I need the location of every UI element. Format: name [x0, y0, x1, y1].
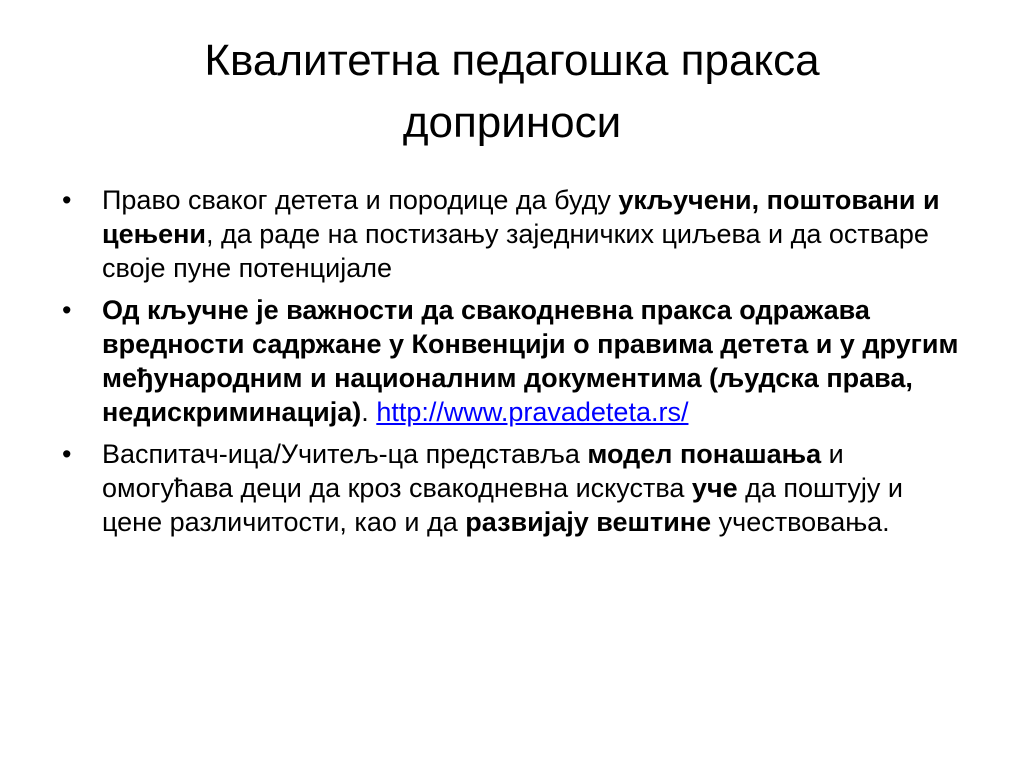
- bullet-text: Васпитач-ица/Учитељ-ца представља: [102, 439, 588, 469]
- bullet-item-3: [62, 437, 962, 539]
- bold-text: укључени, поштовани и цењени: [102, 185, 940, 249]
- bullet-text: да поштују и цене различитости, као и да: [102, 473, 903, 537]
- bullet-text: , да раде на постизању заједничких циљева и да остваре своје пуне потенцијале: [102, 219, 929, 283]
- pravadeteta-link[interactable]: http://www.pravadeteta.rs/: [376, 397, 689, 427]
- bullet-list: [62, 183, 962, 547]
- bullet-item-2: [62, 293, 962, 429]
- bullet-text: и омогућава деци да кроз свакодневна искуства: [102, 439, 844, 503]
- bullet-icon: •: [62, 295, 72, 325]
- bold-text: Од кључне је важности да свакодневна пракса одражава вредности садржане у Конвенцији о правима детета и у другим међународним и националним документима (људска права, недискриминација): [102, 295, 959, 427]
- bullet-item-1: [62, 183, 962, 285]
- bold-text: развијају вештине: [465, 507, 712, 537]
- bold-text: модел понашања: [587, 439, 822, 469]
- bullet-text: учествовања.: [711, 507, 890, 537]
- slide-title: Квалитетна педагошка пракса доприноси: [204, 36, 820, 147]
- bold-text: уче: [691, 473, 738, 503]
- bullet-text: .: [361, 397, 377, 427]
- bullet-icon: •: [62, 439, 72, 469]
- bullet-text: Право сваког детета и породице да буду: [102, 185, 619, 215]
- bullet-icon: •: [62, 185, 72, 215]
